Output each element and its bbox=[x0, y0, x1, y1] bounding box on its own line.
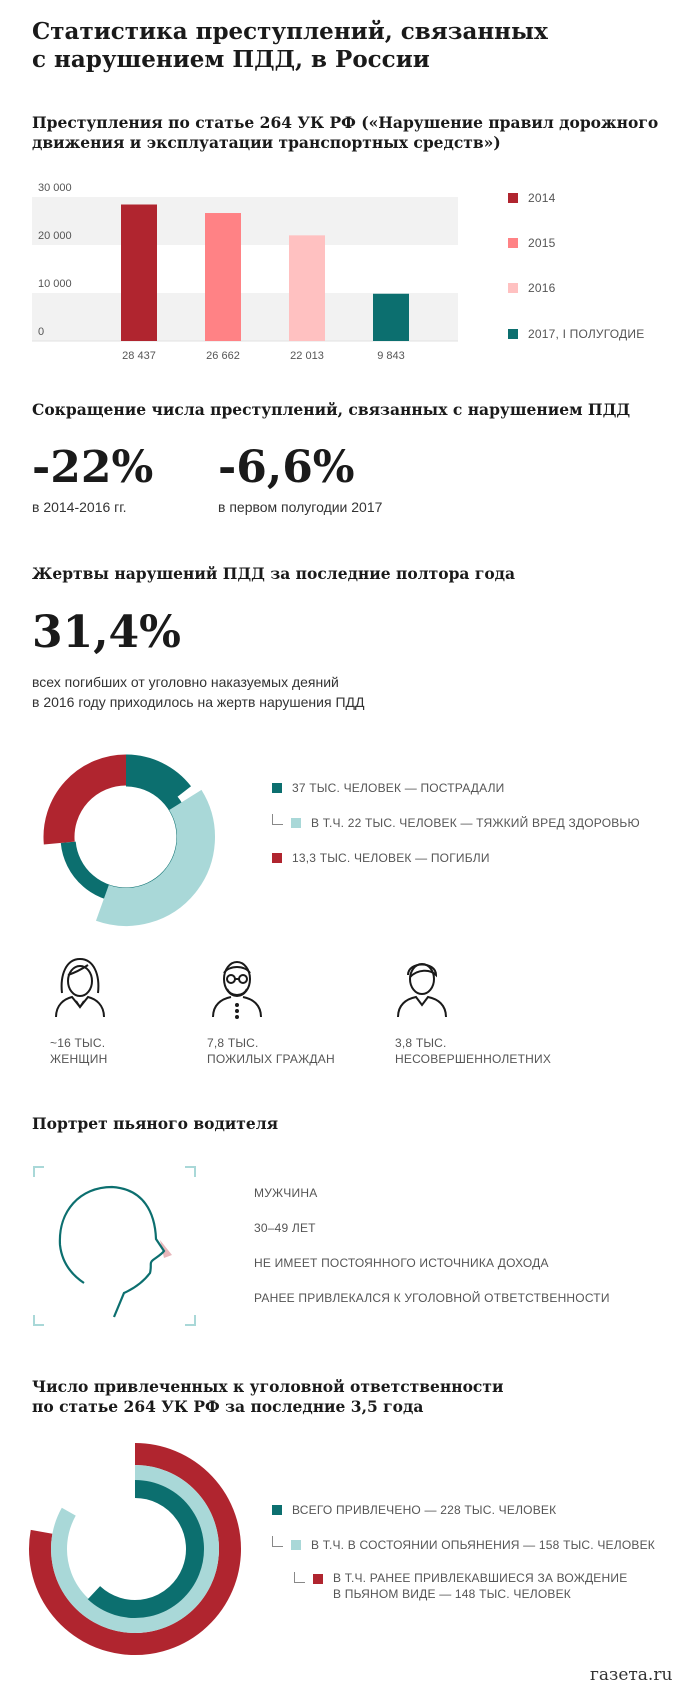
legend-label: В Т.Ч. В СОСТОЯНИИ ОПЬЯНЕНИЯ — 158 ТЫС. ЧЕЛОВЕК bbox=[311, 1538, 655, 1552]
page-title bbox=[32, 18, 592, 74]
driver-trait-4: РАНЕЕ ПРИВЛЕКАЛСЯ К УГОЛОВНОЙ ОТВЕТСТВЕННОСТИ bbox=[254, 1291, 610, 1305]
gazeta-logo: газета.ru bbox=[590, 1665, 673, 1685]
ring-segment-total bbox=[94, 1489, 195, 1609]
legend-label: 2016 bbox=[528, 281, 556, 295]
legend-label: ВСЕГО ПРИВЛЕЧЕНО — 228 ТЫС. ЧЕЛОВЕК bbox=[292, 1503, 557, 1517]
legend-label-line1: В Т.Ч. РАНЕЕ ПРИВЛЕКАВШИЕСЯ ЗА ВОЖДЕНИЕ bbox=[333, 1571, 628, 1585]
drunk-driver-title: Портрет пьяного водителя bbox=[32, 1114, 279, 1133]
driver-trait-1: МУЖЧИНА bbox=[254, 1186, 318, 1200]
legend-label-line2: В ПЬЯНОМ ВИДЕ — 148 ТЫС. ЧЕЛОВЕК bbox=[333, 1587, 571, 1601]
legend-item-total bbox=[272, 1500, 692, 1520]
legend-item-injured bbox=[272, 778, 692, 798]
bar-chart-title bbox=[32, 113, 658, 153]
bar-chart-title-line1: Преступления по статье 264 УК РФ («Нарушение правил дорожного bbox=[32, 113, 659, 132]
legend-label: 13,3 ТЫС. ЧЕЛОВЕК — ПОГИБЛИ bbox=[292, 851, 490, 865]
decrease-stat-value-2: -6,6% bbox=[218, 442, 355, 493]
decrease-stat-caption-2: в первом полугодии 2017 bbox=[218, 499, 383, 515]
legend-swatch-red bbox=[313, 1574, 323, 1584]
decrease-stat-value-1: -22% bbox=[32, 442, 154, 493]
ring-segment-severe-harm bbox=[102, 800, 196, 907]
convicted-title-line1: Число привлеченных к уголовной ответственности bbox=[32, 1377, 504, 1396]
legend-swatch bbox=[508, 329, 518, 339]
convicted-section-title bbox=[32, 1377, 503, 1417]
legend-swatch bbox=[508, 193, 518, 203]
legend-label: В Т.Ч. 22 ТЫС. ЧЕЛОВЕК — ТЯЖКИЙ ВРЕД ЗДОРОВЬЮ bbox=[311, 816, 640, 830]
legend-label: 2017, I ПОЛУГОДИЕ bbox=[528, 327, 645, 341]
people-stat-label: ПОЖИЛЫХ ГРАЖДАН bbox=[207, 1052, 335, 1066]
legend-item-killed bbox=[272, 848, 692, 868]
y-tick-label: 30 000 bbox=[38, 182, 72, 194]
page-title-line2: с нарушением ПДД, в России bbox=[32, 46, 430, 73]
legend-label: 37 ТЫС. ЧЕЛОВЕК — ПОСТРАДАЛИ bbox=[292, 781, 505, 795]
victims-ring-chart bbox=[28, 745, 223, 930]
people-stat-value: ~16 ТЫС. bbox=[50, 1036, 106, 1050]
driver-trait-3: НЕ ИМЕЕТ ПОСТОЯННОГО ИСТОЧНИКА ДОХОДА bbox=[254, 1256, 549, 1270]
people-stat-elderly bbox=[207, 1035, 335, 1067]
teenager-icon bbox=[390, 955, 454, 1019]
legend-swatch-teal bbox=[272, 783, 282, 793]
ring-segment-killed bbox=[59, 770, 126, 843]
people-stat-women bbox=[50, 1035, 108, 1067]
convicted-legend bbox=[272, 1500, 692, 1602]
grid-band bbox=[32, 197, 458, 245]
legend-swatch-red bbox=[272, 853, 282, 863]
legend-swatch-light-teal bbox=[291, 818, 301, 828]
bar bbox=[121, 205, 157, 341]
victims-share-caption-line1: всех погибших от уголовно наказуемых деяний bbox=[32, 674, 339, 690]
people-stat-label: ЖЕНЩИН bbox=[50, 1052, 108, 1066]
victims-share-caption bbox=[32, 672, 364, 712]
page-title-line1: Статистика преступлений, связанных bbox=[32, 18, 548, 45]
woman-icon bbox=[48, 955, 112, 1019]
bar bbox=[289, 235, 325, 341]
legend-swatch-teal bbox=[272, 1505, 282, 1515]
victims-share-caption-line2: в 2016 году приходилось на жертв нарушения ПДД bbox=[32, 694, 365, 710]
y-tick-label: 10 000 bbox=[38, 278, 72, 290]
y-tick-label: 20 000 bbox=[38, 230, 72, 242]
convicted-ring-chart bbox=[20, 1435, 245, 1660]
driver-profile-icon bbox=[32, 1165, 197, 1327]
legend-swatch-light-teal bbox=[291, 1540, 301, 1550]
decrease-section-title: Сокращение числа преступлений, связанных с нарушением ПДД bbox=[32, 400, 631, 419]
legend-connector bbox=[294, 1572, 305, 1583]
people-stat-label: НЕСОВЕРШЕННОЛЕТНИХ bbox=[395, 1052, 552, 1066]
legend-label: 2015 bbox=[528, 236, 556, 250]
victims-share-value: 31,4% bbox=[32, 607, 181, 658]
legend-label bbox=[333, 1570, 627, 1602]
people-stat-minors bbox=[395, 1035, 551, 1067]
legend-swatch bbox=[508, 283, 518, 293]
legend-connector bbox=[272, 814, 283, 825]
bar bbox=[205, 213, 241, 341]
bar-value-label: 26 662 bbox=[206, 350, 240, 362]
bar bbox=[373, 294, 409, 341]
bar-chart bbox=[0, 165, 700, 370]
decrease-stat-caption-1: в 2014-2016 гг. bbox=[32, 499, 127, 515]
victims-section-title: Жертвы нарушений ПДД за последние полтора года bbox=[32, 564, 516, 583]
legend-item-severe-harm bbox=[272, 813, 692, 833]
legend-connector bbox=[272, 1536, 283, 1547]
y-tick-label: 0 bbox=[38, 326, 45, 338]
bar-value-label: 9 843 bbox=[377, 350, 405, 362]
bar-chart-title-line2: движения и эксплуатации транспортных средств») bbox=[32, 133, 501, 152]
legend-label: 2014 bbox=[528, 191, 556, 205]
legend-item-repeat-offenders bbox=[294, 1570, 692, 1602]
victims-legend bbox=[272, 778, 692, 868]
convicted-title-line2: по статье 264 УК РФ за последние 3,5 года bbox=[32, 1397, 424, 1416]
driver-trait-2: 30–49 ЛЕТ bbox=[254, 1221, 316, 1235]
bar-value-label: 22 013 bbox=[290, 350, 324, 362]
elderly-person-icon bbox=[205, 955, 269, 1019]
bar-value-label: 28 437 bbox=[122, 350, 156, 362]
people-stat-value: 7,8 ТЫС. bbox=[207, 1036, 259, 1050]
legend-item-intoxicated bbox=[272, 1535, 692, 1555]
legend-swatch bbox=[508, 238, 518, 248]
people-stat-value: 3,8 ТЫС. bbox=[395, 1036, 447, 1050]
